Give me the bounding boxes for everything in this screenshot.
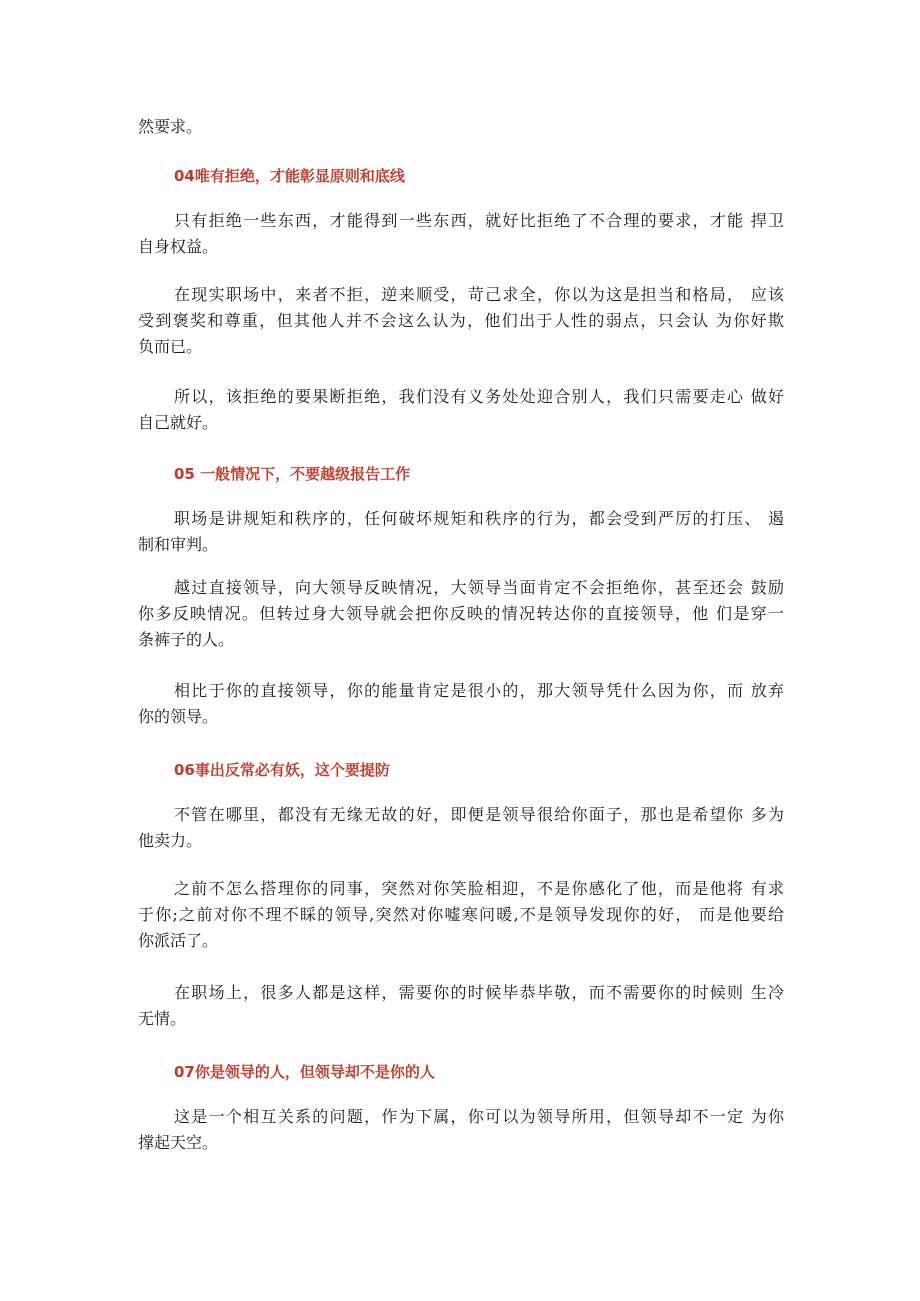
text-line: 无情。: [138, 1009, 187, 1028]
text-line: 不管在哪里，都没有无缘无故的好，即便是领导很给你面子，那也是希望你 多为: [174, 805, 784, 824]
text-line: 于你;之前对你不理不睬的领导,突然对你嘘寒问暖,不是领导发现你的好， 而是他要给: [138, 905, 784, 924]
section-heading-06: 06事出反常必有妖，这个要提防: [174, 761, 390, 779]
paragraph: [138, 384, 784, 436]
text-line: 所以，该拒绝的要果断拒绝，我们没有义务处处迎合别人，我们只需要走心 做好: [174, 387, 784, 406]
text-line: 只有拒绝一些东西，才能得到一些东西，就好比拒绝了不合理的要求，才能 捍卫: [174, 211, 784, 230]
text-line: 受到褒奖和尊重，但其他人并不会这么认为，他们出于人性的弱点，只会认 为你好欺: [138, 311, 784, 330]
text-line: 相比于你的直接领导，你的能量肯定是很小的，那大领导凭什么因为你，而 放弃: [174, 681, 784, 700]
paragraph: [138, 678, 784, 730]
paragraph: [138, 208, 784, 260]
paragraph: [138, 980, 784, 1032]
text-line: 在职场上，很多人都是这样，需要你的时候毕恭毕敬，而不需要你的时候则 生冷: [174, 983, 784, 1002]
text-line: 职场是讲规矩和秩序的，任何破坏规矩和秩序的行为，都会受到严厉的打压、 遏: [174, 509, 784, 528]
paragraph: [138, 575, 784, 653]
text-line: 自己就好。: [138, 413, 219, 432]
text-line: 负而已。: [138, 337, 203, 356]
section-heading-05: 05 一般情况下，不要越级报告工作: [174, 465, 411, 483]
text-line: 你多反映情况。但转过身大领导就会把你反映的情况转达你的直接领导，他 们是穿一: [138, 604, 784, 623]
paragraph-fragment: [138, 114, 784, 140]
text-line: 在现实职场中，来者不拒，逆来顺受，苛己求全，你以为这是担当和格局， 应该: [174, 285, 784, 304]
text-line: 你派活了。: [138, 931, 219, 950]
text-line: 然要求。: [138, 117, 203, 136]
section-heading-04: 04唯有拒绝，才能彰显原则和底线: [174, 167, 405, 185]
paragraph: [138, 282, 784, 360]
text-line: 撑起天空。: [138, 1133, 219, 1152]
text-line: 你的领导。: [138, 707, 219, 726]
text-line: 越过直接领导，向大领导反映情况，大领导当面肯定不会拒绝你，甚至还会 鼓励: [174, 578, 784, 597]
paragraph: [138, 1104, 784, 1156]
text-line: 之前不怎么搭理你的同事，突然对你笑脸相迎，不是你感化了他，而是他将 有求: [174, 879, 784, 898]
section-heading-07: 07你是领导的人，但领导却不是你的人: [174, 1063, 435, 1081]
paragraph: [138, 876, 784, 954]
text-line: 自身权益。: [138, 237, 219, 256]
text-line: 他卖力。: [138, 831, 203, 850]
text-line: 这是一个相互关系的问题，作为下属，你可以为领导所用，但领导却不一定 为你: [174, 1107, 784, 1126]
paragraph: [138, 802, 784, 854]
paragraph: [138, 506, 784, 558]
text-line: 制和审判。: [138, 535, 219, 554]
text-line: 条裤子的人。: [138, 630, 235, 649]
